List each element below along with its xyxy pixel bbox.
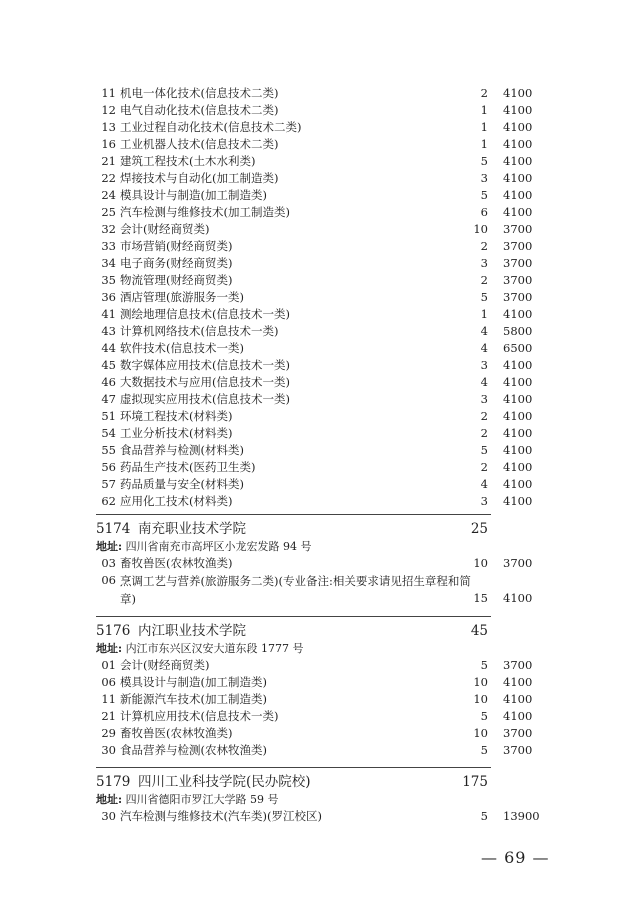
major-code: 55 [101,443,116,457]
plan-count: 4 [480,477,488,491]
tuition-fee: 6500 [503,341,533,355]
plan-count: 5 [480,188,488,202]
table-row [0,725,640,742]
section-divider [96,616,491,617]
table-row [0,187,640,204]
plan-count: 5 [480,658,488,672]
major-name: 大数据技术与应用(信息技术一类) [120,375,290,389]
school-name: 四川工业科技学院(民办院校) [138,774,311,790]
tuition-fee: 4100 [503,307,533,321]
school-header [96,621,496,641]
table-row [0,459,640,476]
table-row [0,425,640,442]
plan-count: 5 [480,290,488,304]
tuition-fee: 4100 [503,205,533,219]
table-row [0,306,640,323]
plan-count: 3 [480,494,488,508]
major-code: 16 [101,137,116,151]
tuition-fee: 4100 [503,103,533,117]
tuition-fee: 3700 [503,290,533,304]
major-code: 03 [101,556,116,570]
plan-count: 1 [480,307,488,321]
plan-count: 10 [473,556,488,570]
major-code: 21 [101,709,116,723]
tuition-fee: 3700 [503,273,533,287]
major-code: 34 [101,256,116,270]
plan-count: 2 [480,86,488,100]
major-code: 33 [101,239,116,253]
tuition-fee: 5800 [503,324,533,338]
plan-count: 4 [480,324,488,338]
major-list-continued [0,85,640,510]
plan-count: 5 [480,809,488,823]
school-header [96,519,496,539]
major-name: 药品质量与安全(材料类) [120,477,244,491]
table-row [0,153,640,170]
table-row [0,808,640,825]
major-name: 食品营养与检测(农林牧渔类) [120,743,267,757]
major-code: 36 [101,290,116,304]
school-header [96,772,496,792]
table-row [0,102,640,119]
table-row [0,204,640,221]
table-row [0,170,640,187]
tuition-fee: 4100 [503,392,533,406]
table-row [0,136,640,153]
table-row [0,442,640,459]
major-name: 畜牧兽医(农林牧渔类) [120,556,233,570]
major-name: 焊接技术与自动化(加工制造类) [120,171,279,185]
school-major-list [0,555,640,608]
major-name: 模具设计与制造(加工制造类) [120,675,267,689]
table-row [0,674,640,691]
major-code: 32 [101,222,116,236]
tuition-fee: 4100 [503,188,533,202]
table-row [0,323,640,340]
major-name: 会计(财经商贸类) [120,658,210,672]
tuition-fee: 3700 [503,222,533,236]
school-id: 5174 [96,521,131,537]
major-name: 应用化工技术(材料类) [120,494,233,508]
plan-count: 3 [480,256,488,270]
major-name: 会计(财经商贸类) [120,222,210,236]
tuition-fee: 3700 [503,658,533,672]
tuition-fee: 4100 [503,443,533,457]
address-text: 四川省南充市高坪区小龙宏发路 94 号 [125,540,312,553]
major-name: 计算机网络技术(信息技术一类) [120,324,279,338]
address-text: 内江市东兴区汉安大道东段 1777 号 [125,642,304,655]
major-code: 56 [101,460,116,474]
plan-count: 5 [480,154,488,168]
tuition-fee: 4100 [503,675,533,689]
major-name: 模具设计与制造(加工制造类) [120,188,267,202]
school-address [96,641,304,657]
major-code: 54 [101,426,116,440]
tuition-fee: 3700 [503,743,533,757]
table-row [0,657,640,674]
tuition-fee: 4100 [503,409,533,423]
table-row [0,708,640,725]
table-row [0,374,640,391]
major-name: 测绘地理信息技术(信息技术一类) [120,307,290,321]
school-address [96,792,279,808]
table-row [0,255,640,272]
table-row [0,493,640,510]
school-id: 5176 [96,623,131,639]
major-code: 24 [101,188,116,202]
plan-count: 3 [480,171,488,185]
major-code: 29 [101,726,116,740]
plan-count: 10 [473,692,488,706]
tuition-fee: 4100 [503,692,533,706]
tuition-fee: 4100 [503,477,533,491]
section-divider [96,767,491,768]
major-name: 软件技术(信息技术一类) [120,341,244,355]
school-total-plan: 25 [470,521,488,537]
major-code: 43 [101,324,116,338]
plan-count: 1 [480,120,488,134]
major-name: 烹调工艺与营养(旅游服务二类)(专业备注:相关要求请见招生章程和简章) [120,574,471,606]
major-code: 45 [101,358,116,372]
major-name: 建筑工程技术(土木水利类) [120,154,256,168]
tuition-fee: 4100 [503,86,533,100]
table-row [0,742,640,759]
plan-count: 3 [480,392,488,406]
table-row [0,272,640,289]
major-name: 酒店管理(旅游服务一类) [120,290,244,304]
plan-count: 4 [480,375,488,389]
major-name: 电气自动化技术(信息技术二类) [120,103,279,117]
tuition-fee: 4100 [503,171,533,185]
tuition-fee: 3700 [503,256,533,270]
major-name: 数字媒体应用技术(信息技术一类) [120,358,290,372]
major-code: 11 [101,692,116,706]
major-name: 机电一体化技术(信息技术二类) [120,86,279,100]
major-code: 35 [101,273,116,287]
school-address [96,539,312,555]
table-row [0,572,640,608]
address-label: 地址: [96,793,123,806]
major-code: 13 [101,120,116,134]
major-name: 计算机应用技术(信息技术一类) [120,709,279,723]
plan-count: 4 [480,341,488,355]
major-code: 06 [101,675,116,689]
table-row [0,289,640,306]
table-row [0,408,640,425]
major-name: 工业机器人技术(信息技术二类) [120,137,279,151]
tuition-fee: 4100 [503,358,533,372]
tuition-fee: 4100 [503,375,533,389]
major-code: 11 [101,86,116,100]
major-code: 57 [101,477,116,491]
plan-count: 2 [480,409,488,423]
major-code: 41 [101,307,116,321]
table-row [0,555,640,572]
major-code: 06 [101,573,116,587]
major-code: 46 [101,375,116,389]
table-row [0,391,640,408]
plan-count: 5 [480,443,488,457]
major-name: 物流管理(财经商贸类) [120,273,233,287]
major-code: 62 [101,494,116,508]
major-name: 虚拟现实应用技术(信息技术一类) [120,392,290,406]
table-row [0,238,640,255]
major-code: 30 [101,743,116,757]
plan-count: 15 [473,591,488,605]
plan-count: 10 [473,726,488,740]
major-name: 药品生产技术(医药卫生类) [120,460,256,474]
tuition-fee: 4100 [503,426,533,440]
plan-count: 5 [480,709,488,723]
tuition-fee: 3700 [503,726,533,740]
table-row [0,476,640,493]
major-code: 12 [101,103,116,117]
major-name: 汽车检测与维修技术(加工制造类) [120,205,290,219]
tuition-fee: 3700 [503,556,533,570]
school-major-list [0,657,640,759]
table-row [0,85,640,102]
school-name: 内江职业技术学院 [138,623,246,639]
major-code: 47 [101,392,116,406]
plan-count: 10 [473,222,488,236]
plan-count: 2 [480,273,488,287]
major-name: 电子商务(财经商贸类) [120,256,233,270]
plan-count: 1 [480,137,488,151]
school-total-plan: 45 [470,623,488,639]
major-code: 30 [101,809,116,823]
school-total-plan: 175 [462,774,488,790]
table-row [0,357,640,374]
plan-count: 3 [480,358,488,372]
address-label: 地址: [96,642,123,655]
major-code: 44 [101,341,116,355]
major-code: 25 [101,205,116,219]
major-code: 22 [101,171,116,185]
tuition-fee: 4100 [503,120,533,134]
tuition-fee: 4100 [503,709,533,723]
tuition-fee: 4100 [503,460,533,474]
plan-count: 2 [480,460,488,474]
plan-count: 5 [480,743,488,757]
table-row [0,119,640,136]
page-number: — 69 — [481,848,550,867]
major-name: 市场营销(财经商贸类) [120,239,233,253]
tuition-fee: 4100 [503,137,533,151]
school-id: 5179 [96,774,131,790]
major-name: 新能源汽车技术(加工制造类) [120,692,267,706]
major-name: 畜牧兽医(农林牧渔类) [120,726,233,740]
major-code: 51 [101,409,116,423]
plan-count: 6 [480,205,488,219]
major-name: 食品营养与检测(材料类) [120,443,244,457]
major-code: 21 [101,154,116,168]
plan-count: 1 [480,103,488,117]
address-label: 地址: [96,540,123,553]
school-major-list [0,808,640,825]
table-row [0,221,640,238]
tuition-fee: 4100 [503,154,533,168]
tuition-fee: 4100 [503,591,533,605]
tuition-fee: 3700 [503,239,533,253]
tuition-fee: 13900 [503,809,540,823]
table-row [0,340,640,357]
plan-count: 10 [473,675,488,689]
tuition-fee: 4100 [503,494,533,508]
plan-count: 2 [480,239,488,253]
plan-count: 2 [480,426,488,440]
major-name: 汽车检测与维修技术(汽车类)(罗江校区) [120,809,322,823]
major-name: 工业分析技术(材料类) [120,426,233,440]
major-code: 01 [101,658,116,672]
school-name: 南充职业技术学院 [138,521,246,537]
table-row [0,691,640,708]
section-divider [96,514,491,515]
major-name: 环境工程技术(材料类) [120,409,233,423]
address-text: 四川省德阳市罗江大学路 59 号 [125,793,279,806]
major-name: 工业过程自动化技术(信息技术二类) [120,120,302,134]
